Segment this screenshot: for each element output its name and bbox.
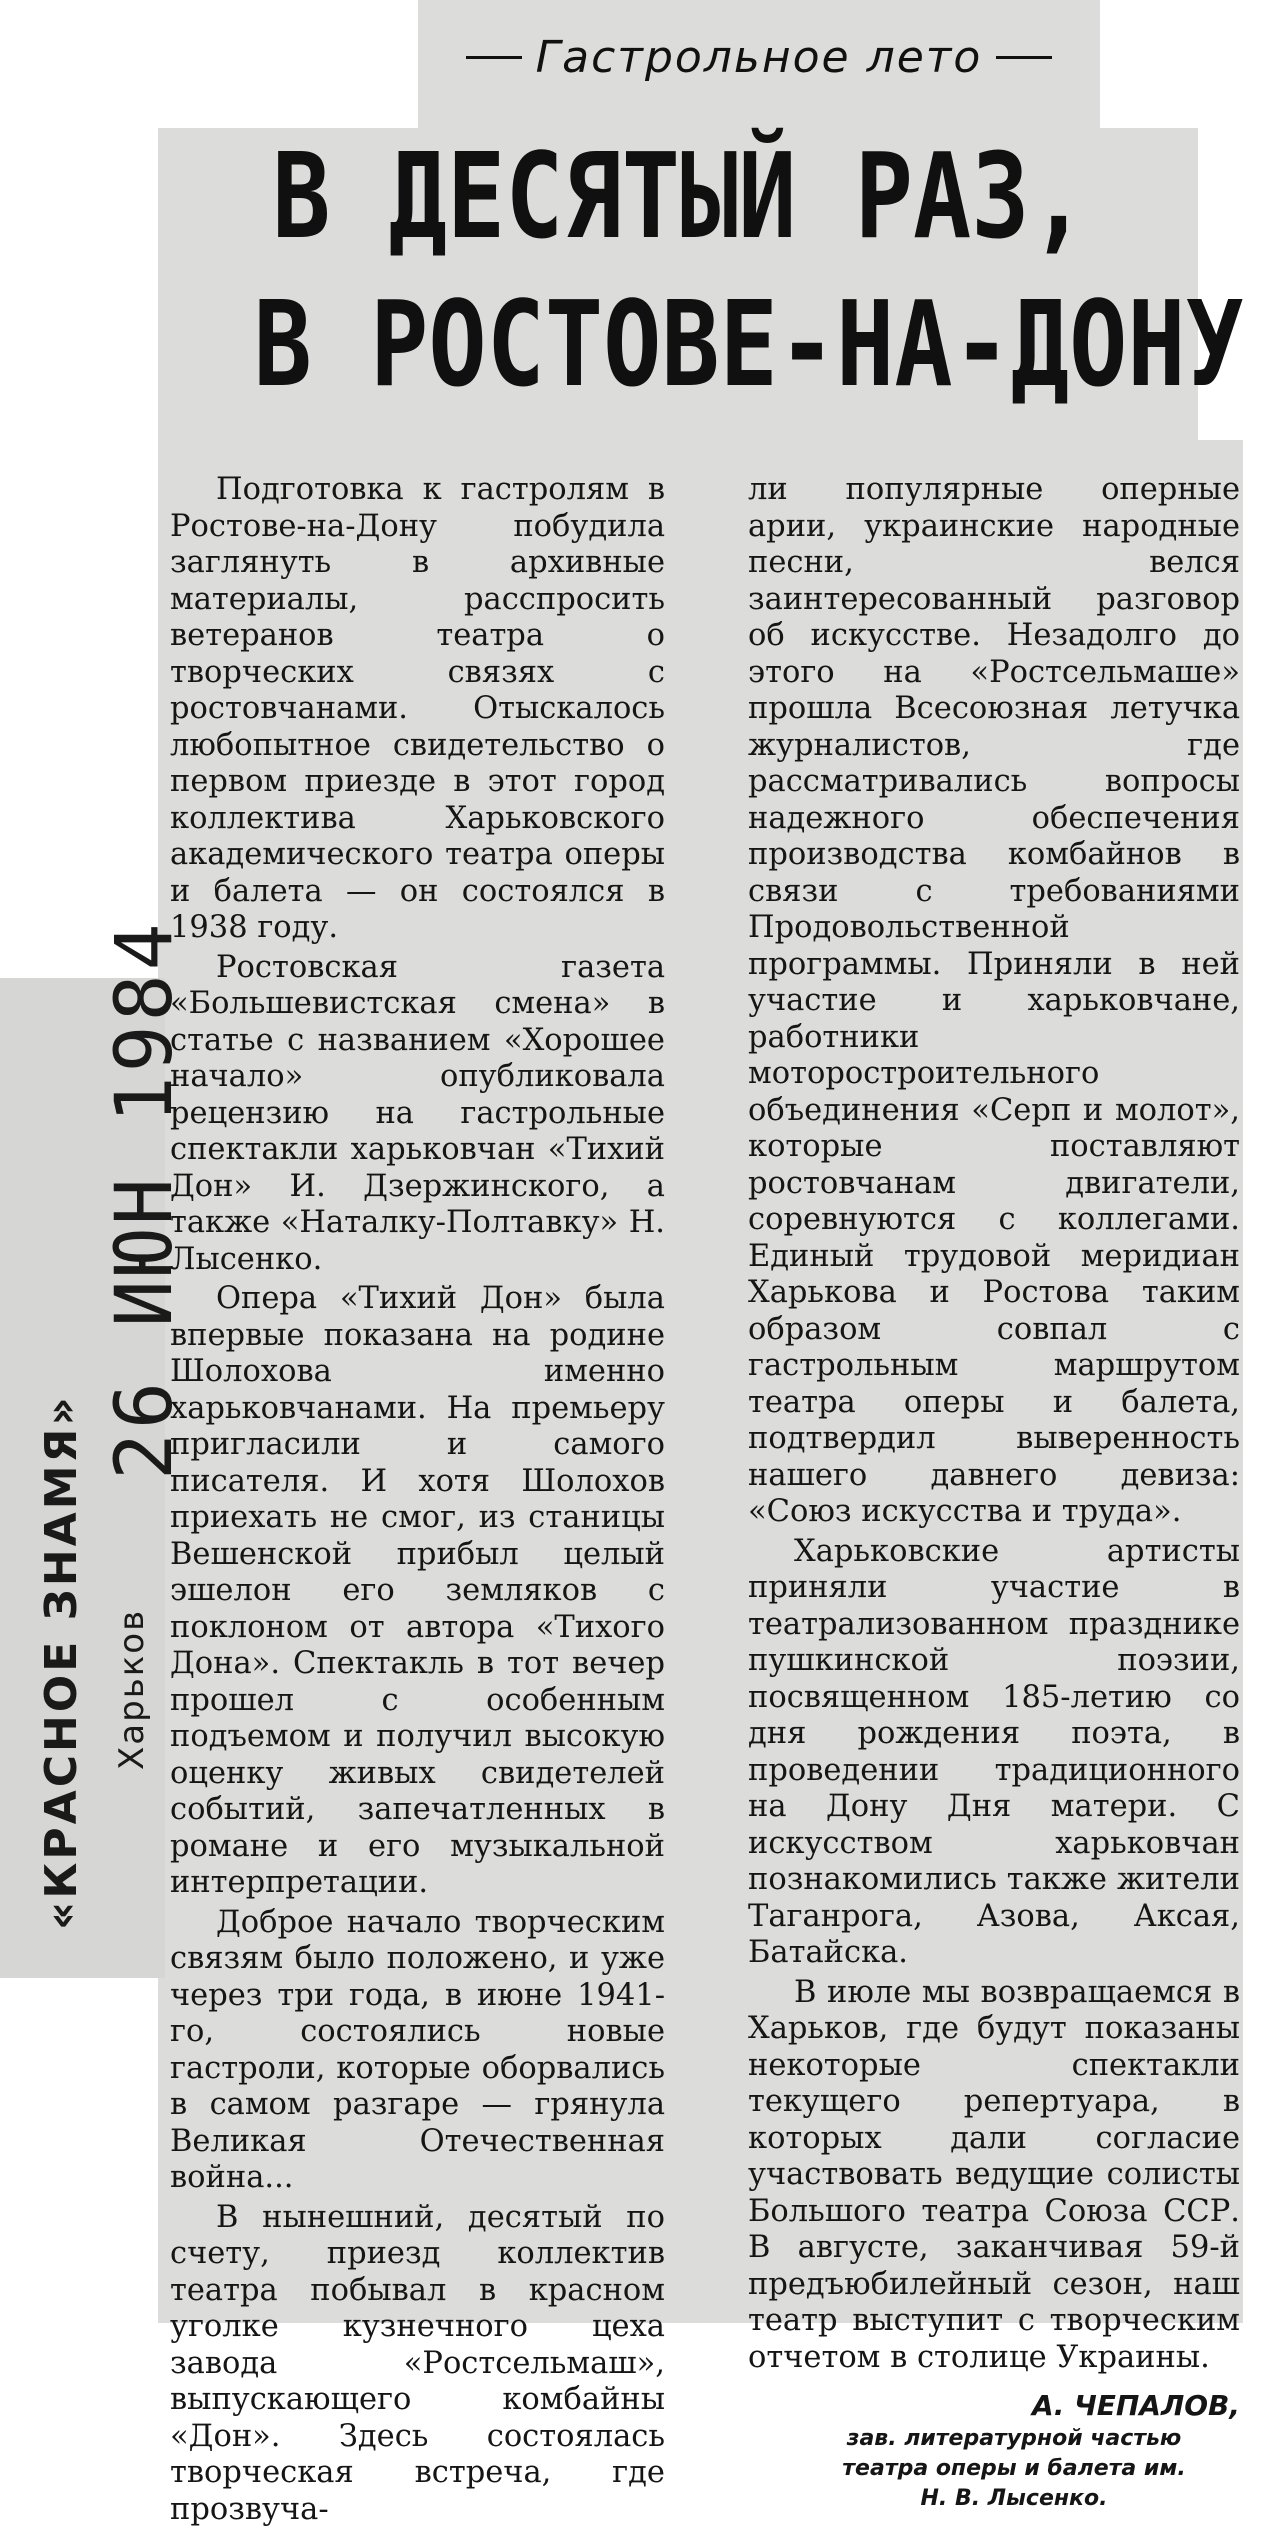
date-stamp: 26 ИЮН 1984 (100, 919, 190, 1480)
author-role-line: театра оперы и балета им. (842, 2456, 1186, 2481)
headline-line-2: В РОСТОВЕ-НА-ДОНУ (253, 275, 1244, 413)
rubric-left-rule (466, 56, 522, 59)
article-paragraph: Опера «Тихий Дон» была впервые показана на родине Шолохова именно харьковчанами. На премьеру пригласили и самого писателя. И хотя Шолохов приехать не смог, из станицы Вешенской прибыл целый эшелон его земляков с поклоном от автора «Тихого Дона». Спектакль в тот вечер прошел с особенным подъемом и получил высокую оценку живых свидетелей событий, запечатленных в романе и его музыкальной интерпретации. (170, 1281, 665, 1900)
article-paragraph: Подготовка к гастролям в Ростове-на-Дону побудила заглянуть в архивные материалы, расспросить ветеранов театра о творческих связях с ростовчанами. Отыскалось любопытное свидетельство о первом приезде в этот город коллектива Харьковского академического театра оперы и балета — он состоялся в 1938 году. (170, 472, 665, 945)
article-paragraph: В июле мы возвращаемся в Харьков, где будут показаны некоторые спектакли текущего репертуара, в которых дали согласие участвовать ведущие солисты Большого театра Союза ССР. В августе, заканчивая 59-й предъюбилейный сезон, наш театр выступит с творческим отчетом в столице Украины. (748, 1974, 1240, 2375)
article-column-left (170, 472, 665, 2531)
article-paragraph: Ростовская газета «Большевистская смена» в статье с названием «Хорошее начало» опубликовала рецензию на гастрольные спектакли харьковчан «Тихий Дон» И. Дзержинского, а также «Наталку-Полтавку» Н. Лысенко. (170, 949, 665, 1277)
article-column-right (748, 472, 1240, 2514)
headline-line-1: В ДЕСЯТЫЙ РАЗ, (272, 127, 1088, 265)
newspaper-name-stamp: «КРАСНОЕ ЗНАМЯ» (36, 1394, 87, 1930)
article-paragraph: Доброе начало творческим связям было положено, и уже через три года, в июне 1941-го, состоялись новые гастроли, которые оборвались в самом разгаре — грянула Великая Отечественная война... (170, 1904, 665, 2195)
rubric-heading (418, 22, 1100, 92)
author-role (788, 2424, 1240, 2514)
headline (253, 122, 1244, 418)
author-role-line: зав. литературной частью (846, 2426, 1182, 2451)
rubric-text: Гастрольное лето (535, 31, 983, 83)
author-role-line: Н. В. Лысенко. (920, 2486, 1108, 2511)
city-stamp: Харьков (112, 1608, 152, 1770)
rubric-right-rule (996, 56, 1052, 59)
article-paragraph: В нынешний, десятый по счету, приезд коллектив театра побывал в красном уголке кузнечного цеха завода «Ростсельмаш», выпускающего комбайны «Дон». Здесь состоялась творческая встреча, где прозвуча- (170, 2199, 665, 2527)
author-name: А. ЧЕПАЛОВ, (1032, 2389, 1240, 2422)
article-paragraph-continued: ли популярные оперные арии, украинские народные песни, велся заинтересованный разговор об искусстве. Незадолго до этого на «Ростсельмаше» прошла Всесоюзная летучка журналистов, где рассматривались вопросы надежного обеспечения производства комбайнов в связи с требованиями Продовольственной программы. Приняли в ней участие и харьковчане, работники моторостроительного объединения «Серп и молот», которые поставляют ростовчанам двигатели, соревнуются с коллегами. Единый трудовой меридиан Харькова и Ростова таким образом совпал с гастрольным маршрутом театра оперы и балета, подтвердил выверенность нашего давнего девиза: «Союз искусства и труда». (748, 472, 1240, 1529)
article-paragraph: Харьковские артисты приняли участие в театрализованном празднике пушкинской поэзии, посвященном 185-летию со дня рождения поэта, в проведении традиционного на Дону Дня матери. С искусством харьковчан познакомились также жители Таганрога, Азова, Аксая, Батайска. (748, 1533, 1240, 1970)
